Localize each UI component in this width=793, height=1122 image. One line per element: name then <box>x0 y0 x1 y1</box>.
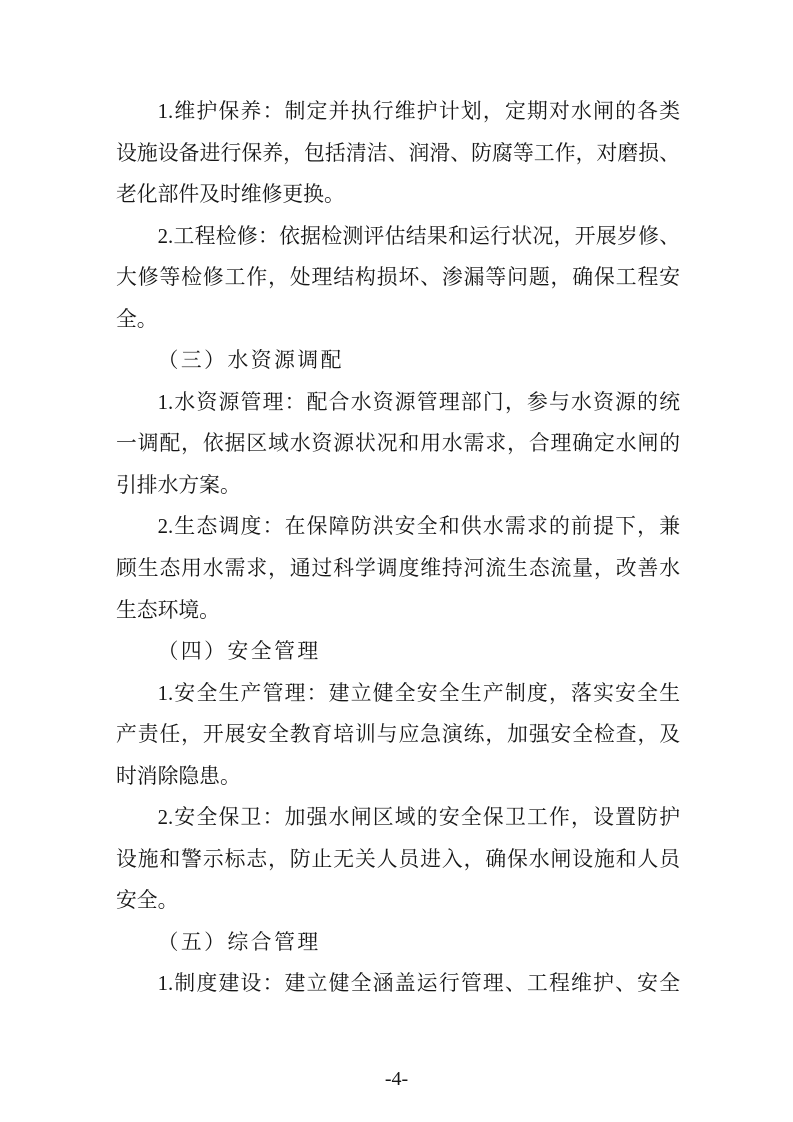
page-number: -4- <box>384 1068 409 1090</box>
text-line: 安全。 <box>116 889 179 913</box>
text-line: 大修等检修工作，处理结构损坏、渗漏等问题，确保工程安 <box>116 266 680 290</box>
text-line: 2.生态调度：在保障防洪安全和供水需求的前提下，兼 <box>157 515 680 539</box>
text-line: 1.安全生产管理：建立健全安全生产制度，落实安全生 <box>157 681 680 705</box>
text-line: 引排水方案。 <box>116 473 241 497</box>
text-line: 设施和警示标志，防止无关人员进入，确保水闸设施和人员 <box>116 847 680 871</box>
text-line: 2.工程检修：依据检测评估结果和运行状况，开展岁修、 <box>157 224 680 248</box>
text-line: 顾生态用水需求，通过科学调度维持河流生态流量，改善水 <box>116 557 680 581</box>
text-line: 全。 <box>116 307 158 331</box>
section-heading: （四）安全管理 <box>157 640 321 664</box>
text-line: 1.制度建设：建立健全涵盖运行管理、工程维护、安全 <box>157 972 680 996</box>
text-line: 1.维护保养：制定并执行维护计划，定期对水闸的各类 <box>157 100 680 123</box>
text-line: 一调配，依据区域水资源状况和用水需求，合理确定水闸的 <box>116 432 680 456</box>
text-line: 2.安全保卫：加强水闸区域的安全保卫工作，设置防护 <box>157 806 680 830</box>
document-body <box>116 91 680 1005</box>
text-line: 时消除隐患。 <box>116 764 241 788</box>
section-heading: （三）水资源调配 <box>157 349 344 373</box>
section-heading: （五）综合管理 <box>157 930 321 954</box>
text-line: 产责任，开展安全教育培训与应急演练，加强安全检查，及 <box>116 723 680 747</box>
text-line: 生态环境。 <box>116 598 220 622</box>
text-line: 设施设备进行保养，包括清洁、润滑、防腐等工作，对磨损、 <box>116 141 680 165</box>
text-line: 老化部件及时维修更换。 <box>116 183 345 207</box>
text-line: 1.水资源管理：配合水资源管理部门，参与水资源的统 <box>157 390 680 414</box>
